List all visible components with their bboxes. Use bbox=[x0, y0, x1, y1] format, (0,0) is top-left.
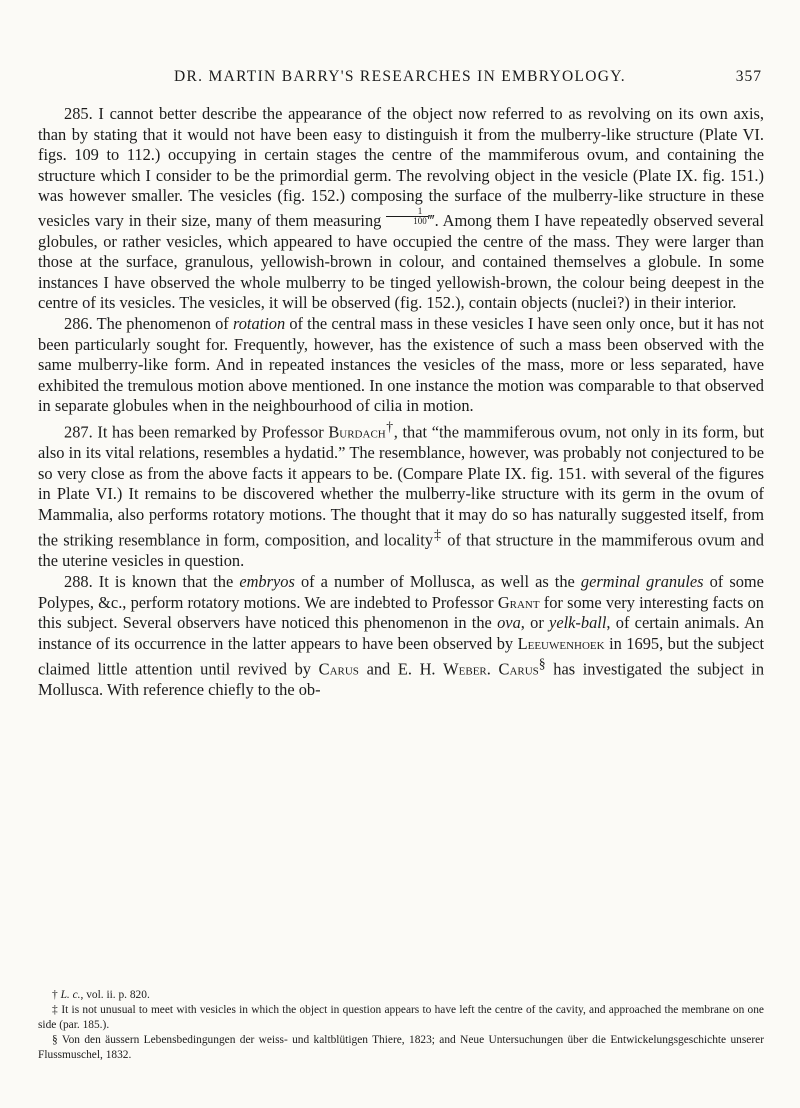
paragraph-text: . bbox=[486, 659, 491, 679]
italic-term: embryos bbox=[239, 572, 295, 591]
footnote bbox=[38, 988, 764, 1003]
running-head bbox=[0, 68, 800, 90]
paragraph-number: 286. bbox=[64, 313, 93, 333]
paragraph-text: I cannot better describe the appearance of the object now referred to as revolving on its own axis, than by stating that it would not have been easy to distinguish it from the mulberry-like structure (Plate VI. figs. 109 to 112.) occupying in certain stages the centre of the mammiferous ovum, and containing the structure which I consider to be the primordial germ. The revolving object in the vesicle (Plate IX. fig. 151.) was however smaller. The vesicles (fig. 152.) composing the surface of the mulberry-like structure in these vesicles vary in their size, many of them measuring bbox=[38, 104, 764, 230]
paragraph-287 bbox=[38, 417, 764, 572]
paragraph-text: and E. H. bbox=[366, 659, 436, 679]
paragraph-text: of that structure in the mammiferous ovum and the uterine vesicles in question. bbox=[38, 530, 764, 571]
paragraph-text: for some very interesting facts on this subject. Several observers have noticed this phenomenon in the bbox=[38, 592, 764, 633]
footnote-text: Von den äussern Lebensbedingungen der weiss- und kaltblütigen Thiere, 1823; and Neue Untersuchungen über die Entwickelungsgeschichte unserer Flussmuschel, 1832. bbox=[38, 1034, 764, 1061]
author-name: Carus bbox=[318, 659, 359, 679]
footnote-mark: § bbox=[52, 1034, 58, 1046]
body-text bbox=[38, 104, 764, 701]
paragraph-text: , that “the mammiferous ovum, not only in its form, but also in its vital relations, resembles a hydatid.” The resemblance, however, was probably not conjectured to be so very close as from the above facts it appears to be. (Compare Plate IX. fig. 151. with several of the figures in Plate VI.) It remains to be discovered whether the mulberry-like structure with its germ in the ovum of Mammalia, also performs rotatory motions. The thought that it may do so has naturally suggested itself, from the striking resemblance in form, composition, and locality bbox=[38, 422, 764, 550]
footnote-mark: † bbox=[52, 989, 58, 1001]
paragraph-number: 287. bbox=[64, 422, 93, 442]
author-name: Grant bbox=[497, 592, 540, 612]
footnote-mark: ‡ bbox=[433, 527, 443, 543]
paragraph-text: It has been remarked by Professor bbox=[97, 422, 324, 442]
author-name: Burdach bbox=[328, 422, 386, 442]
fraction-numerator: 1 bbox=[386, 207, 428, 217]
footnote bbox=[38, 1003, 764, 1033]
italic-term: yelk-ball bbox=[549, 613, 607, 633]
paragraph-text: of some Polypes, &c., perform rotatory motions. We are indebted to Professor bbox=[38, 572, 764, 612]
paragraph-text: of a number of Mollusca, as well as the bbox=[300, 572, 575, 591]
paragraph-288 bbox=[38, 572, 764, 701]
footnotes bbox=[38, 988, 764, 1063]
paragraph-text: It is known that the bbox=[98, 572, 234, 591]
footnote-mark: § bbox=[538, 656, 546, 672]
italic-term: rotation bbox=[232, 313, 286, 333]
running-title: DR. MARTIN BARRY'S RESEARCHES IN EMBRYOLOGY. bbox=[174, 68, 626, 85]
paragraph-text: , of certain animals. An instance of its occurrence in the latter appears to have been observed by bbox=[38, 613, 764, 653]
footnote-text: , vol. ii. p. 820. bbox=[80, 989, 150, 1001]
paragraph-285 bbox=[38, 104, 764, 314]
italic-term: germinal granules bbox=[580, 572, 704, 591]
italic-term: L. c. bbox=[60, 989, 81, 1001]
paragraph-286 bbox=[38, 314, 764, 417]
paragraph-number: 285. bbox=[64, 104, 93, 123]
page-number: 357 bbox=[735, 68, 762, 85]
fraction-denominator: 100 bbox=[413, 215, 427, 226]
paragraph-text: has investigated the subject in Mollusca. With reference chiefly to the ob- bbox=[38, 659, 765, 700]
paragraph-text: , or bbox=[520, 613, 544, 633]
footnote-mark: ‡ bbox=[52, 1004, 59, 1016]
footnote bbox=[38, 1033, 764, 1063]
author-name: Leeuwenhoek bbox=[517, 633, 605, 653]
paragraph-text: in 1695, but the subject claimed little attention until revived by bbox=[38, 633, 764, 679]
paragraph-text: ‴. Among them I have repeatedly observed several globules, or rather vesicles, which appeared to have occupied the centre of the mass. They were larger than those at the surface, granulous, yellowish-brown in colour, and contained themselves a globule. In some instances I have observed the whole mulberry to be tinged yellowish-brown, the colour being deepest in the centre of its vesicles. The vesicles, it will be observed (fig. 152.), contain objects (nuclei?) in their interior. bbox=[38, 210, 764, 313]
paragraph-text: of the central mass in these vesicles I have seen only once, but it has not been particularly sought for. Frequently, however, has the existence of such a mass been observed with the same mulberry-like form. And in repeated instances the vesicles of the mass, more or less separated, have exhibited the tremulous motion above mentioned. In one instance the motion was comparable to that observed in separate globules when in the neighbourhood of cilia in motion. bbox=[38, 313, 764, 416]
paragraph-number: 288. bbox=[64, 572, 93, 591]
paragraph-text: The phenomenon of bbox=[96, 313, 229, 333]
fraction bbox=[386, 207, 428, 226]
author-name: Carus bbox=[498, 659, 539, 679]
footnote-mark: † bbox=[385, 418, 394, 434]
italic-term: ova bbox=[497, 613, 521, 633]
footnote-text: It is not unusual to meet with vesicles in which the object in question appears to have left the centre of the cavity, and approached the membrane on one side (par. 185.). bbox=[38, 1004, 764, 1031]
author-name: Weber bbox=[443, 659, 487, 679]
